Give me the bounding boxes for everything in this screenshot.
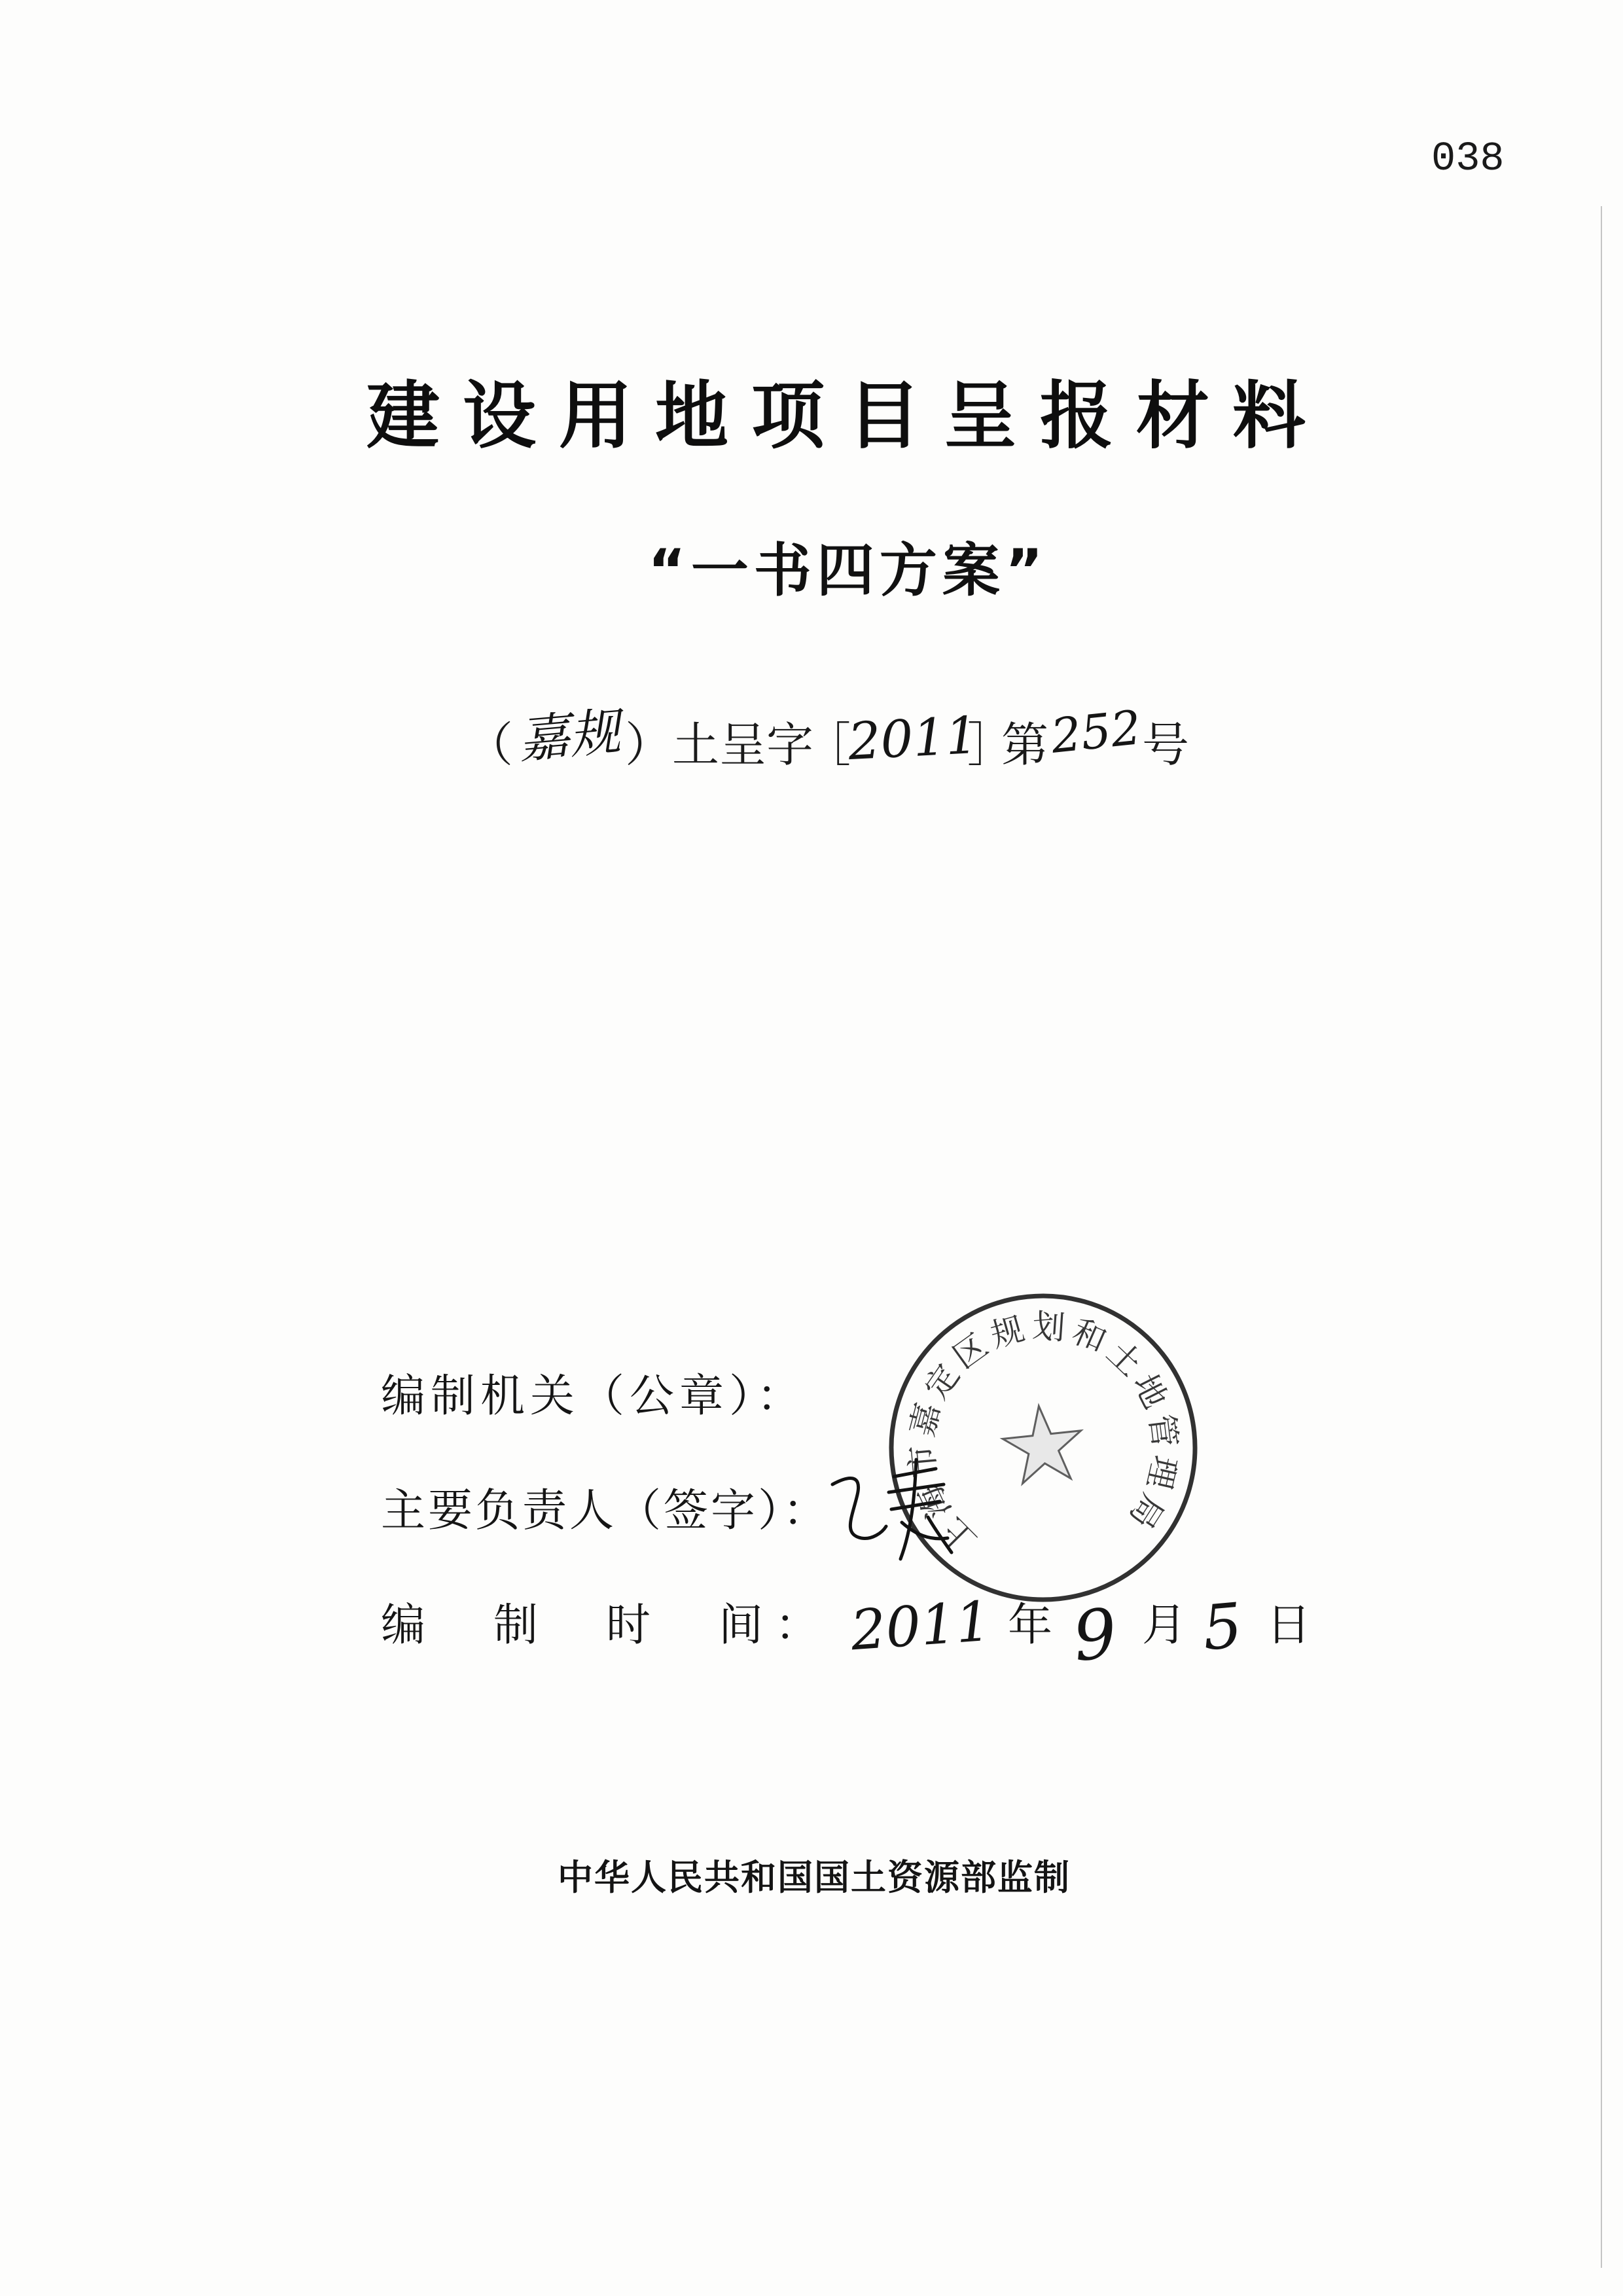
reference-close-bracket: ］ <box>967 717 1015 772</box>
reference-type: ）土呈字 <box>625 717 814 772</box>
page-number: 038 <box>1431 135 1505 182</box>
date-month-unit: 月 <box>1142 1600 1187 1651</box>
compile-date-label: 编 制 时 间： <box>381 1600 832 1651</box>
star-icon <box>1000 1402 1086 1485</box>
reference-suffix: 号 <box>1142 717 1190 772</box>
document-title: 建设用地项目呈报材料 <box>366 374 1329 459</box>
reference-open-bracket: ［ <box>804 717 851 772</box>
document-subtitle: “一书四方案” <box>648 537 1048 604</box>
date-day-unit: 日 <box>1266 1600 1311 1651</box>
responsible-person-label: 主要负责人（签字）： <box>381 1485 830 1537</box>
date-month-handwritten: 9 <box>1069 1592 1121 1677</box>
scan-edge-line <box>1601 206 1602 2268</box>
seal-text: 上海市嘉定区规划和土地管理局 <box>902 1306 1185 1560</box>
signature <box>823 1454 961 1569</box>
date-day-handwritten: 5 <box>1200 1590 1245 1665</box>
reference-number-handwritten: 252 <box>1048 700 1144 764</box>
reference-agency-handwritten: 嘉规 <box>516 702 623 770</box>
date-year-unit: 年 <box>1008 1600 1053 1651</box>
issuer-footer: 中华人民共和国国土资源部监制 <box>558 1857 1071 1898</box>
date-year-handwritten: 2011 <box>848 1588 993 1663</box>
reference-year-handwritten: 2011 <box>846 706 980 772</box>
reference-open-paren: （ <box>466 717 514 772</box>
compiling-agency-label: 编制机关（公章）： <box>381 1371 807 1422</box>
reference-prefix: 第 <box>1001 717 1049 772</box>
